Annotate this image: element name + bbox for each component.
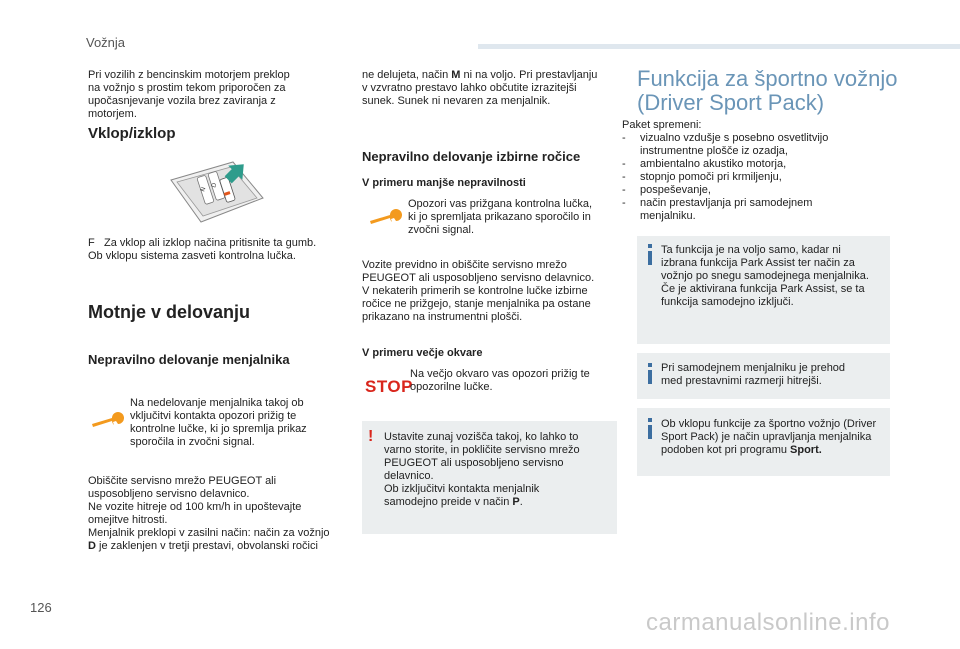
stop-warning-icon: STOP — [365, 377, 413, 396]
program-name: Sport. — [790, 444, 822, 456]
rocice-fault-heading: Nepravilno delovanje izbirne ročice — [362, 149, 581, 164]
warning-box-text — [384, 431, 612, 509]
warning-line: vključitvi kontakta opozori prižig te — [130, 410, 297, 422]
info-line: Sport Pack) je način upravljanja menjalnika — [661, 431, 872, 443]
warning-line: Na nedelovanje menjalnika takoj ob — [130, 397, 304, 409]
list-item: - način prestavljanja pri samodejnem menjalniku. — [622, 197, 882, 223]
fault-line: Opozori vas prižgana kontrolna lučka, — [408, 198, 593, 210]
vklop-instructions — [88, 237, 353, 263]
advice-line: Menjalnik preklopi v zasilni način: način za vožnjo — [88, 527, 330, 539]
service-paragraph — [362, 259, 630, 324]
service-line: Vozite previdno in obiščite servisno mrežo — [362, 259, 567, 271]
continued-text: ne delujeta, način — [362, 69, 452, 81]
wrench-warning-icon — [90, 412, 124, 432]
menjalnik-fault-heading: Nepravilno delovanje menjalnika — [88, 352, 290, 367]
mode-letter: D — [88, 540, 96, 552]
motnje-heading: Motnje v delovanju — [88, 302, 251, 322]
warning-line: Ustavite zunaj vozišča takoj, ko lahko to — [384, 431, 579, 443]
advice-text: je zaklenjen v tretji prestavi, obvolanski ročici — [95, 540, 318, 552]
mode-letter: M — [451, 69, 461, 81]
continued-line — [362, 69, 622, 82]
continued-paragraph — [362, 69, 622, 108]
info-line: funkcija samodejno izključi. — [661, 296, 794, 308]
info-line: Ta funkcija je na voljo samo, kadar ni — [661, 244, 841, 256]
fault-line: Na večjo okvaro vas opozori prižig te — [410, 368, 590, 380]
info-box — [637, 408, 890, 476]
info-text — [661, 418, 887, 457]
warning-line: sporočila in zvočni signal. — [130, 436, 255, 448]
list-item: - pospeševanje, — [622, 184, 882, 197]
exclamation-icon: ! — [368, 428, 374, 445]
section-label: Vožnja — [86, 35, 126, 50]
info-line: Ob vklopu funkcije za športno vožnjo (Driver — [661, 418, 877, 430]
info-text — [661, 362, 887, 388]
title-line: (Driver Sport Pack) — [637, 90, 825, 115]
vklop-line: Za vklop ali izklop načina pritisnite ta gumb. — [104, 237, 317, 249]
header-rule — [478, 44, 960, 49]
gear-selector-button-illustration — [163, 158, 269, 228]
info-line: med prestavnimi razmerji hitrejši. — [661, 375, 822, 387]
minor-fault-heading: V primeru manjše nepravilnosti — [362, 177, 526, 189]
info-box — [637, 353, 890, 399]
svg-text:N: N — [199, 186, 208, 193]
info-line — [661, 444, 887, 457]
advice-line: Ne vozite hitreje od 100 km/h in upoštevajte — [88, 501, 302, 513]
vklop-line: Ob vklopu sistema zasveti kontrolna lučka. — [88, 250, 296, 262]
intro-line: motorjem. — [88, 108, 137, 120]
list-item-text: stopnjo pomoči pri krmiljenju, — [640, 171, 782, 183]
continued-line: sunek. Sunek ni nevaren za menjalnik. — [362, 95, 551, 107]
vklop-heading: Vklop/izklop — [88, 125, 176, 142]
list-item-text: način prestavljanja pri samodejnem — [640, 197, 813, 209]
list-item-text: vizualno vzdušje s posebno osvetlitvijo — [640, 132, 829, 144]
intro-line: upočasnjevanje vozila brez zaviranja z — [88, 95, 276, 107]
bullet-icon: F — [88, 237, 95, 249]
major-fault-text — [410, 368, 620, 394]
major-fault-heading: V primeru večje okvare — [362, 347, 483, 359]
continued-text: ni na voljo. Pri prestavljanju — [460, 69, 598, 81]
service-advice-paragraph — [88, 475, 353, 553]
intro-paragraph — [88, 69, 348, 121]
warning-text: . — [519, 496, 523, 508]
menjalnik-warning-text — [130, 397, 340, 449]
service-line: ročice ne prižgejo, stanje menjalnika pa ostane — [362, 298, 591, 310]
mode-letter: P — [512, 496, 520, 508]
title-line: Funkcija za športno vožnjo — [637, 66, 898, 91]
list-item-text: ambientalno akustiko motorja, — [640, 158, 787, 170]
warning-line: Ob izključitvi kontakta menjalnik — [384, 483, 540, 495]
warning-box — [362, 421, 617, 534]
advice-line: omejitve hitrosti. — [88, 514, 168, 526]
info-line: Če je aktivirana funkcija Park Assist, se ta — [661, 283, 865, 295]
continued-line: v vzvratno prestavo lahko občutite izrazitejši — [362, 82, 577, 94]
intro-line: na vožnjo s prostim tekom priporočen za — [88, 82, 286, 94]
service-line: PEUGEOT ali usposobljeno servisno delavnico. — [362, 272, 595, 284]
page-number: 126 — [30, 600, 52, 615]
warning-line — [384, 496, 612, 509]
warning-line: kontrolne lučke, ki jo spremlja prikaz — [130, 423, 307, 435]
info-box — [637, 236, 890, 344]
info-text — [661, 244, 887, 309]
list-item: - ambientalno akustiko motorja, — [622, 158, 882, 171]
fault-line: zvočni signal. — [408, 224, 475, 236]
warning-line: varno storite, in pokličite servisno mrežo — [384, 444, 580, 456]
list-item: - stopnjo pomoči pri krmiljenju, — [622, 171, 882, 184]
warning-text: samodejno preide v način — [384, 496, 513, 508]
info-line: Pri samodejnem menjalniku je prehod — [661, 362, 846, 374]
advice-line — [88, 540, 353, 553]
fault-line: ki jo spremljata prikazano sporočilo in — [408, 211, 591, 223]
list-item-text: pospeševanje, — [640, 184, 711, 196]
info-line: izbrana funkcija Park Assist ter način za — [661, 257, 855, 269]
sport-pack-title — [637, 67, 937, 115]
warning-line: delavnico. — [384, 470, 434, 482]
intro-line: Pri vozilih z bencinskim motorjem preklop — [88, 69, 290, 81]
sport-pack-list — [622, 119, 882, 223]
watermark-logo: carmanualsonline.info — [646, 609, 890, 636]
list-item-text: menjalniku. — [640, 210, 696, 222]
wrench-warning-icon — [368, 209, 402, 229]
warning-line: PEUGEOT ali usposobljeno servisno — [384, 457, 564, 469]
fault-line: opozorilne lučke. — [410, 381, 493, 393]
info-line: vožnjo po snegu samodejnega menjalnika. — [661, 270, 869, 282]
svg-text:D: D — [210, 181, 219, 189]
advice-line: Obiščite servisno mrežo PEUGEOT ali — [88, 475, 277, 487]
advice-line: usposobljeno servisno delavnico. — [88, 488, 250, 500]
service-line: V nekaterih primerih se kontrolne lučke izbirne — [362, 285, 588, 297]
minor-fault-text — [408, 198, 618, 237]
list-item: - vizualno vzdušje s posebno osvetlitvijo instrumentne plošče iz ozadja, — [622, 132, 882, 158]
info-text-span: podoben kot pri programu — [661, 444, 791, 456]
list-item-text: instrumentne plošče iz ozadja, — [640, 145, 788, 157]
service-line: prikazano na instrumentni plošči. — [362, 311, 523, 323]
list-intro: Paket spremeni: — [622, 119, 702, 131]
